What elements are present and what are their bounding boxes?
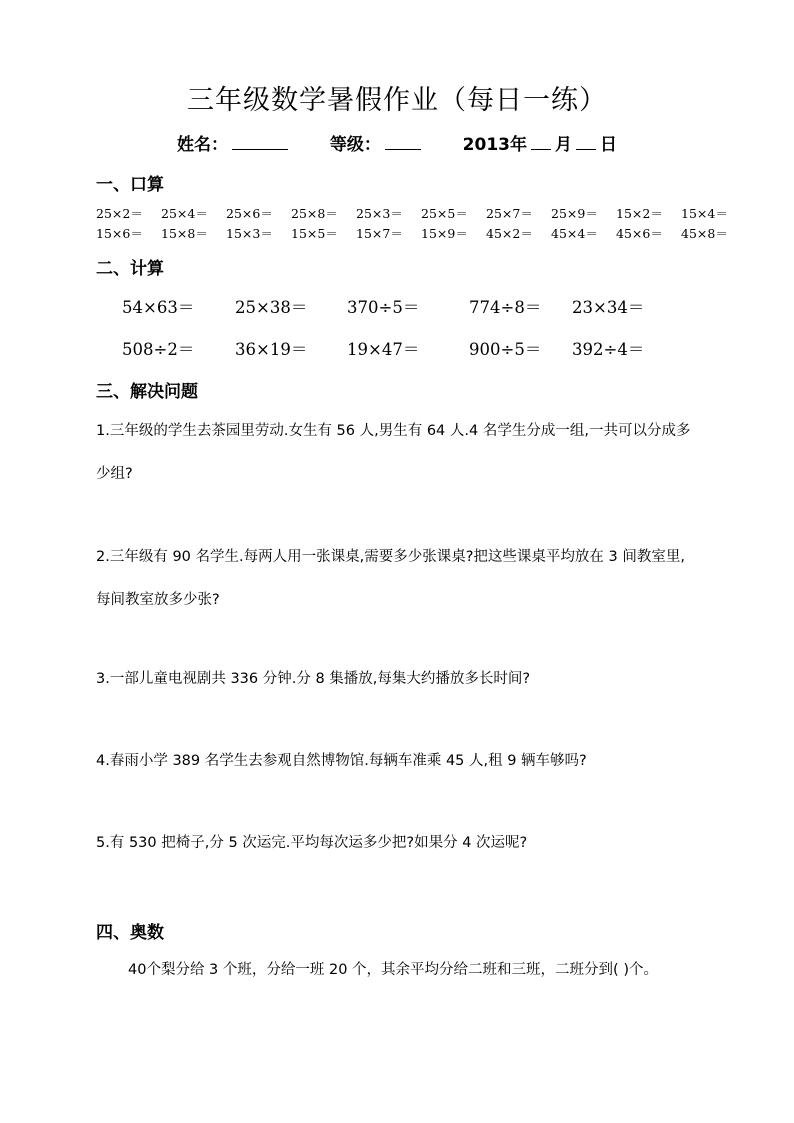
calc-item: 392÷4＝ xyxy=(572,340,645,359)
problem-1-line-2: 少组? xyxy=(96,466,133,482)
month-blank[interactable] xyxy=(531,133,551,150)
calc-item: 370÷5＝ xyxy=(347,298,420,317)
calc-item: 54×63＝ xyxy=(122,298,195,317)
oral-item: 25×7＝ xyxy=(486,206,533,221)
section-oral-heading: 一、口算 xyxy=(96,175,164,195)
page-title: 三年级数学暑假作业（每日一练） xyxy=(187,85,607,116)
calc-grid xyxy=(122,294,742,378)
grade-blank[interactable] xyxy=(385,133,421,150)
oral-item: 15×8＝ xyxy=(161,226,208,241)
oral-item: 15×6＝ xyxy=(96,226,143,241)
section-olympiad-heading: 四、奥数 xyxy=(96,923,164,943)
oral-item: 15×4＝ xyxy=(681,206,728,221)
oral-item: 15×2＝ xyxy=(616,206,663,221)
calc-item: 774÷8＝ xyxy=(469,298,542,317)
oral-item: 25×2＝ xyxy=(96,206,143,221)
calc-item: 19×47＝ xyxy=(347,340,420,359)
oral-item: 25×6＝ xyxy=(226,206,273,221)
problem-2-line-2: 每间教室放多少张? xyxy=(96,592,220,608)
calc-item: 900÷5＝ xyxy=(469,340,542,359)
oral-item: 15×3＝ xyxy=(226,226,273,241)
calc-row xyxy=(122,336,742,378)
oral-row xyxy=(96,204,776,224)
problem-1 xyxy=(96,410,746,496)
year-label: 2013年 xyxy=(462,135,527,155)
name-blank[interactable] xyxy=(232,133,288,150)
oral-item: 25×8＝ xyxy=(291,206,338,221)
student-info-line xyxy=(0,130,794,155)
calc-item: 508÷2＝ xyxy=(122,340,195,359)
problem-4: 4.春雨小学 389 名学生去参观自然博物馆.每辆车准乘 45 人,租 9 辆车够吗? xyxy=(96,753,587,769)
problem-3: 3.一部儿童电视剧共 336 分钟.分 8 集播放,每集大约播放多长时间? xyxy=(96,671,531,687)
oral-item: 25×9＝ xyxy=(551,206,598,221)
problem-2-line-1: 2.三年级有 90 名学生.每两人用一张课桌,需要多少张课桌?把这些课桌平均放在 3 间教室里, xyxy=(96,549,685,565)
name-label: 姓名： xyxy=(176,135,228,155)
calc-item: 36×19＝ xyxy=(235,340,308,359)
section-calc-heading: 二、计算 xyxy=(96,259,164,279)
day-blank[interactable] xyxy=(576,133,596,150)
calc-row xyxy=(122,294,742,336)
oral-item: 45×4＝ xyxy=(551,226,598,241)
oral-item: 45×2＝ xyxy=(486,226,533,241)
grade-label: 等级： xyxy=(329,135,381,155)
oral-item: 15×5＝ xyxy=(291,226,338,241)
problem-1-line-1: 1.三年级的学生去茶园里劳动.女生有 56 人,男生有 64 人.4 名学生分成一组,一共可以分成多 xyxy=(96,423,691,439)
oral-row xyxy=(96,224,776,244)
oral-grid xyxy=(96,204,776,244)
section-problems-heading: 三、解决问题 xyxy=(96,382,198,402)
oral-item: 45×6＝ xyxy=(616,226,663,241)
olympiad-problem: 40个梨分给 3 个班，分给一班 20 个，其余平均分给二班和三班，二班分到( )个。 xyxy=(128,962,658,978)
oral-item: 45×8＝ xyxy=(681,226,728,241)
oral-item: 25×3＝ xyxy=(356,206,403,221)
oral-item: 25×4＝ xyxy=(161,206,208,221)
calc-item: 25×38＝ xyxy=(235,298,308,317)
problem-5: 5.有 530 把椅子,分 5 次运完.平均每次运多少把?如果分 4 次运呢? xyxy=(96,835,528,851)
oral-item: 15×7＝ xyxy=(356,226,403,241)
oral-item: 25×5＝ xyxy=(421,206,468,221)
oral-item: 15×9＝ xyxy=(421,226,468,241)
calc-item: 23×34＝ xyxy=(572,298,645,317)
day-label: 日 xyxy=(600,135,617,155)
problem-2 xyxy=(96,536,746,622)
month-label: 月 xyxy=(555,135,572,155)
